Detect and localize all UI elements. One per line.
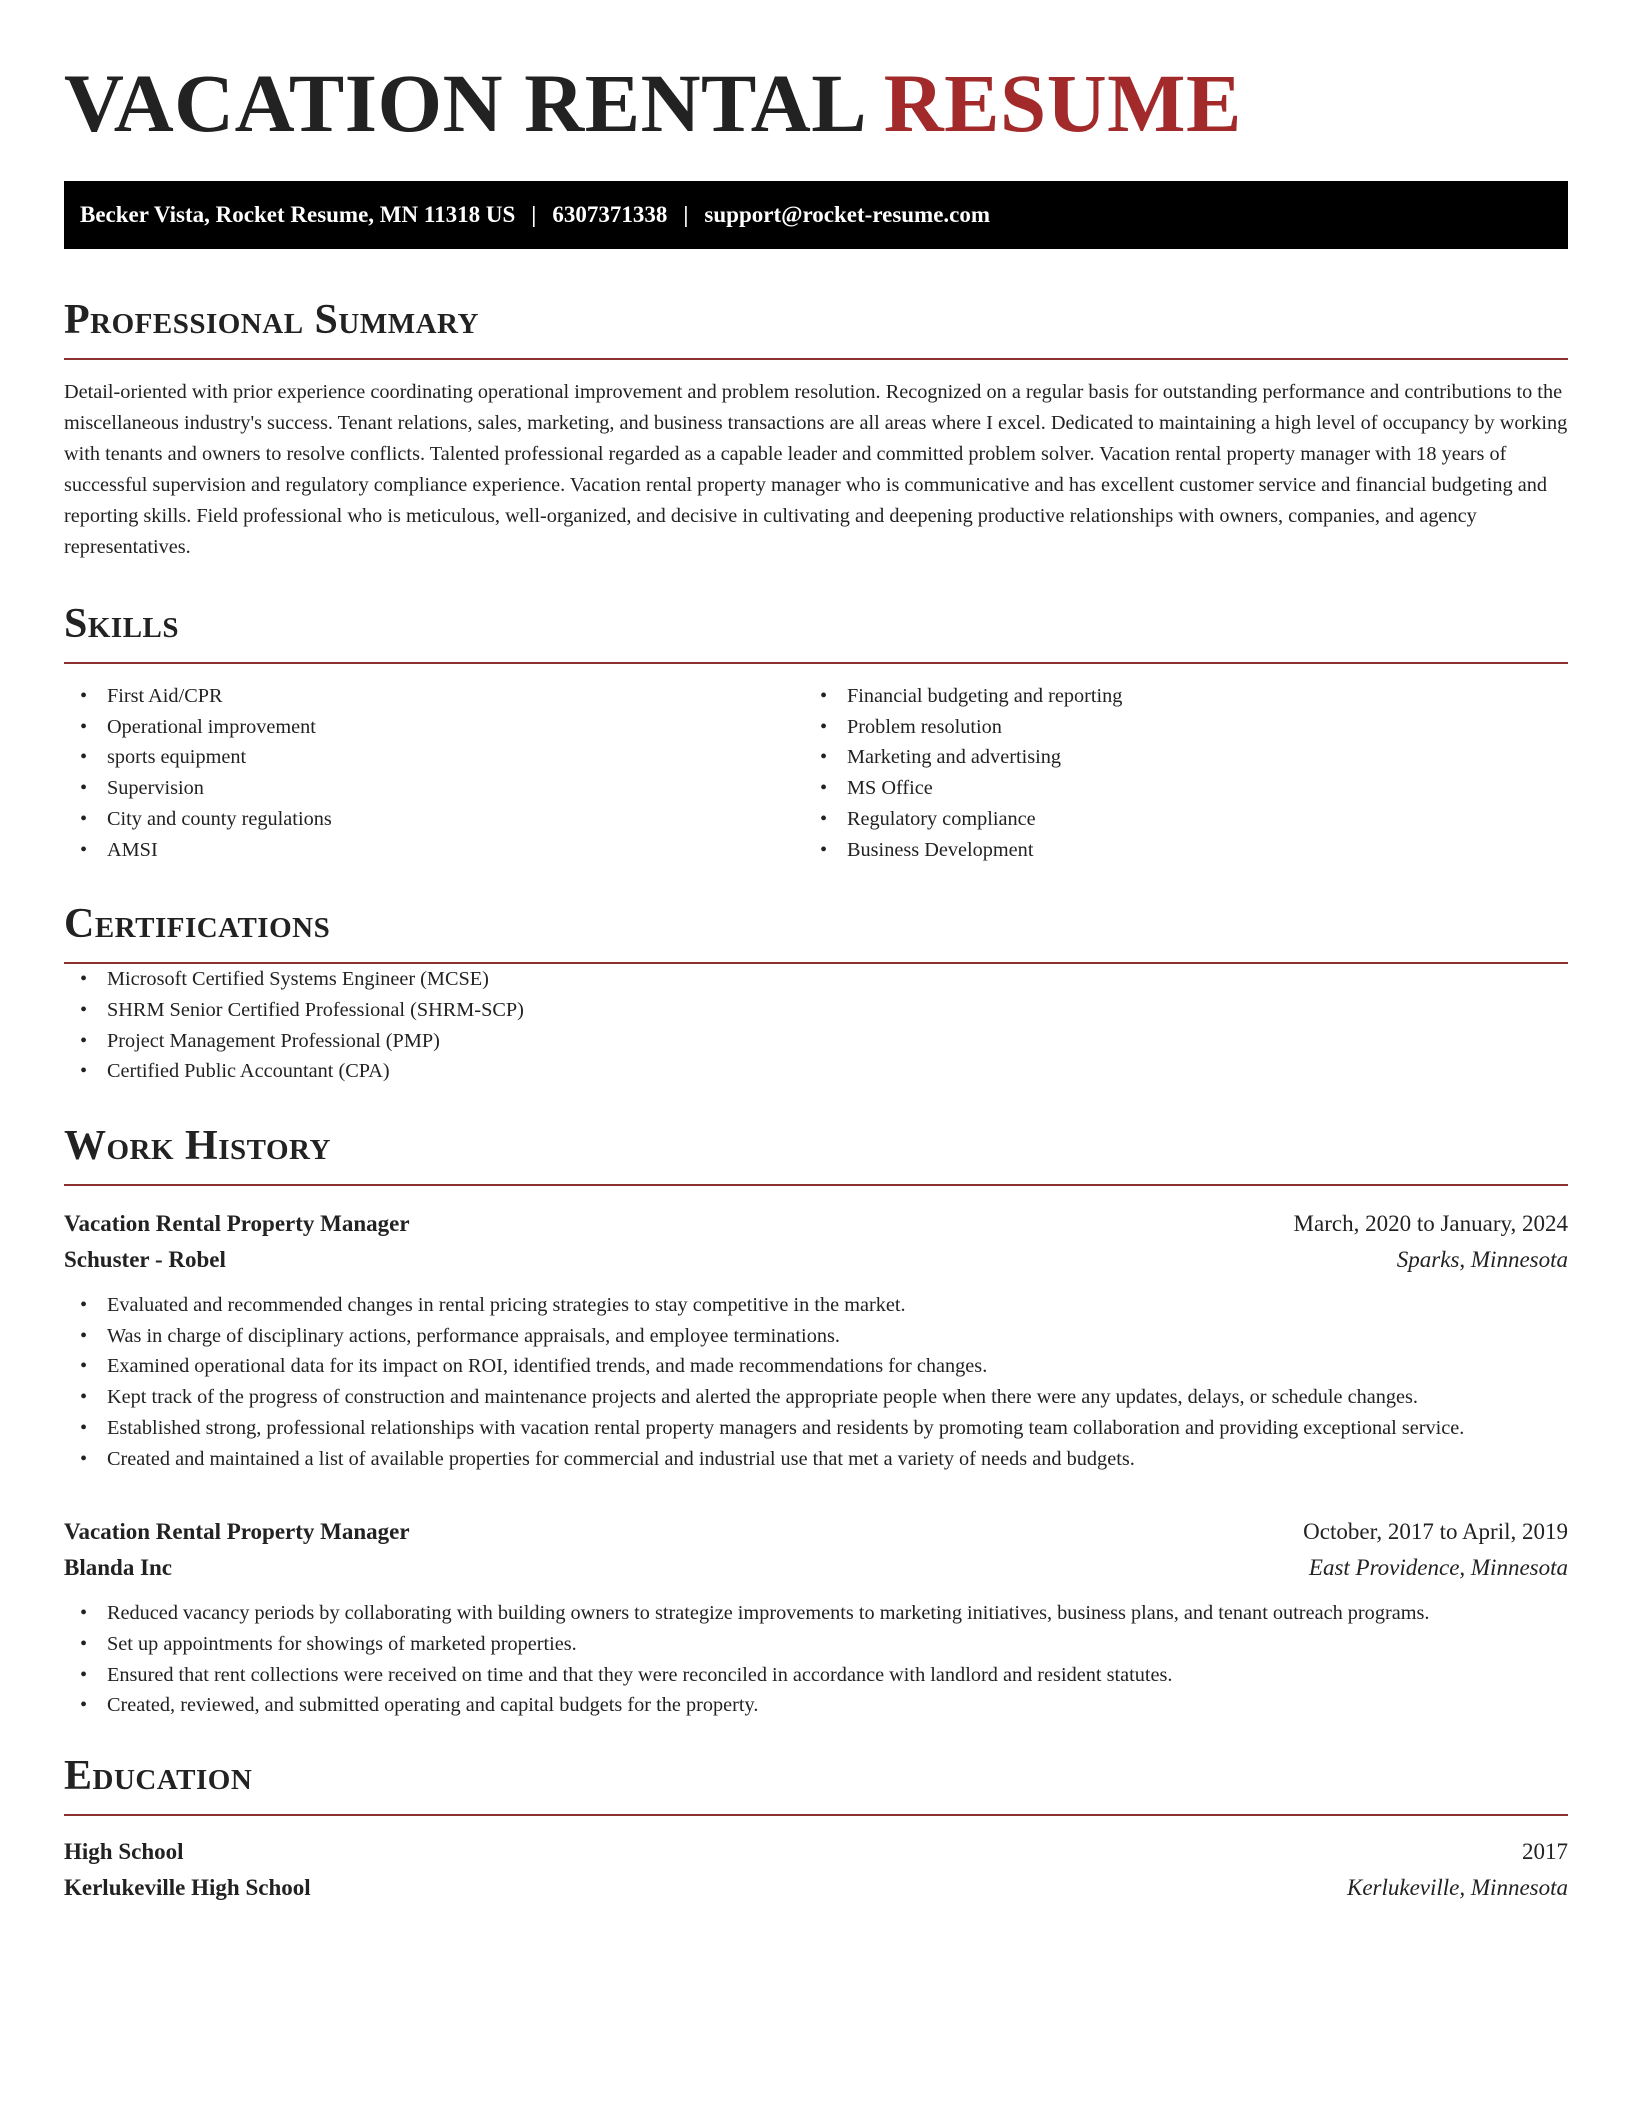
contact-bar [64, 181, 1568, 249]
contact-phone: 6307371338 [552, 202, 668, 227]
job-entry [64, 1514, 1568, 1721]
job-bullet: • Examined operational data for its impact on ROI, identified trends, and made recommendations for changes. [64, 1351, 1568, 1382]
section-divider [64, 1814, 1568, 1816]
contact-separator: | [683, 202, 689, 227]
work-history-heading: Work History [64, 1123, 331, 1170]
section-divider [64, 1184, 1568, 1186]
skills-list-left [64, 681, 804, 865]
title-part-2: RESUME [883, 57, 1242, 149]
job-dates: March, 2020 to January, 2024 [1293, 1211, 1568, 1237]
certification-item: • SHRM Senior Certified Professional (SHRM-SCP) [64, 995, 1568, 1026]
job-bullet: • Created, reviewed, and submitted operating and capital budgets for the property. [64, 1690, 1568, 1721]
education-year: 2017 [1522, 1839, 1568, 1865]
job-dates: October, 2017 to April, 2019 [1303, 1519, 1568, 1545]
education-location: Kerlukeville, Minnesota [1347, 1875, 1568, 1901]
job-title: Vacation Rental Property Manager [64, 1519, 410, 1545]
job-bullet: • Kept track of the progress of construction and maintenance projects and alerted the appropriate people when there were any updates, delays, or schedule changes. [64, 1382, 1568, 1413]
certifications-heading: Certifications [64, 901, 331, 948]
job-title: Vacation Rental Property Manager [64, 1211, 410, 1237]
skill-item: • City and county regulations [64, 804, 804, 835]
job-bullet: • Created and maintained a list of available properties for commercial and industrial use that met a variety of needs and budgets. [64, 1444, 1568, 1475]
section-divider [64, 662, 1568, 664]
job-company: Schuster - Robel [64, 1247, 226, 1273]
summary-heading: Professional Summary [64, 297, 479, 343]
job-bullet: • Established strong, professional relationships with vacation rental property managers and residents by promoting team collaboration and providing exceptional service. [64, 1413, 1568, 1444]
job-location: Sparks, Minnesota [1396, 1247, 1568, 1273]
education-entry [64, 1834, 1568, 1906]
skill-item: • Operational improvement [64, 712, 804, 743]
summary-text: Detail-oriented with prior experience coordinating operational improvement and problem resolution. Recognized on a regular basis for outstanding performance and contributions to the miscellaneous industry's success. Tenant relations, sales, marketing, and business transactions are all areas where I excel. Dedicated to maintaining a high level of occupancy by working with tenants and owners to resolve conflicts. Talented professional regarded as a capable leader and committed problem solver. Vacation rental property manager with 18 years of successful supervision and regulatory compliance experience. Vacation rental property manager who is communicative and has excellent customer service and financial budgeting and reporting skills. Field professional who is meticulous, well-organized, and decisive in cultivating and deepening productive relationships with owners, companies, and agency representatives. [64, 381, 1568, 558]
certification-item: • Microsoft Certified Systems Engineer (MCSE) [64, 964, 1568, 995]
skills-heading: Skills [64, 601, 180, 647]
section-divider [64, 358, 1568, 360]
job-company: Blanda Inc [64, 1555, 173, 1581]
job-bullets [64, 1598, 1568, 1721]
skill-item: • Regulatory compliance [804, 804, 1544, 835]
resume-title [64, 57, 1568, 149]
certification-item: • Certified Public Accountant (CPA) [64, 1056, 1568, 1087]
skill-item: • AMSI [64, 835, 804, 866]
certifications-list [64, 964, 1568, 1087]
skill-item: • Financial budgeting and reporting [804, 681, 1544, 712]
skill-item: • Marketing and advertising [804, 742, 1544, 773]
contact-separator: | [531, 202, 537, 227]
education-degree: High School [64, 1839, 184, 1865]
skill-item: • MS Office [804, 773, 1544, 804]
job-location: East Providence, Minnesota [1308, 1555, 1568, 1581]
job-bullet: • Set up appointments for showings of marketed properties. [64, 1629, 1568, 1660]
contact-email: support@rocket-resume.com [704, 202, 991, 227]
contact-address: Becker Vista, Rocket Resume, MN 11318 US [80, 202, 516, 227]
skill-item: • Supervision [64, 773, 804, 804]
skills-list-right [804, 681, 1544, 865]
skill-item: • Business Development [804, 835, 1544, 866]
job-entry [64, 1206, 1568, 1474]
skill-item: • sports equipment [64, 742, 804, 773]
education-school: Kerlukeville High School [64, 1875, 311, 1901]
title-part-1: VACATION RENTAL [64, 57, 884, 149]
skill-item: • First Aid/CPR [64, 681, 804, 712]
skill-item: • Problem resolution [804, 712, 1544, 743]
certification-item: • Project Management Professional (PMP) [64, 1026, 1568, 1057]
skills-grid [64, 681, 1568, 865]
job-bullet: • Was in charge of disciplinary actions, performance appraisals, and employee terminations. [64, 1321, 1568, 1352]
job-bullet: • Reduced vacancy periods by collaborating with building owners to strategize improvements to marketing initiatives, business plans, and tenant outreach programs. [64, 1598, 1568, 1629]
job-bullet: • Evaluated and recommended changes in rental pricing strategies to stay competitive in the market. [64, 1290, 1568, 1321]
education-heading: Education [64, 1753, 253, 1800]
job-bullet: • Ensured that rent collections were received on time and that they were reconciled in accordance with landlord and resident statutes. [64, 1660, 1568, 1691]
job-bullets [64, 1290, 1568, 1474]
